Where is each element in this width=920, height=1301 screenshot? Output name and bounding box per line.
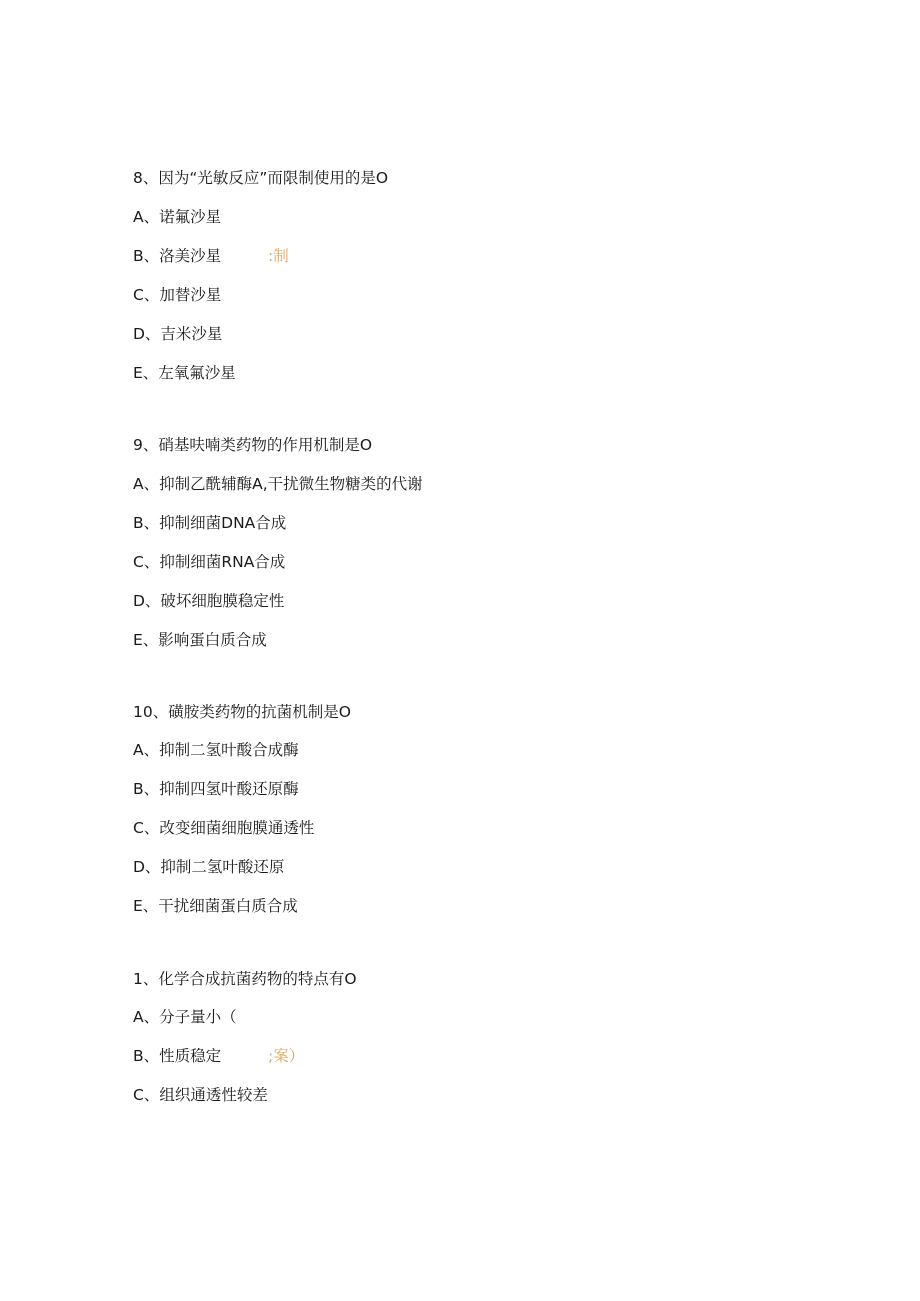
question-8-option-e: E、左氧氟沙星 bbox=[133, 364, 236, 382]
question-9-option-c: C、抑制细菌RNA合成 bbox=[133, 553, 286, 571]
question-8-option-a: A、诺氟沙星 bbox=[133, 208, 222, 226]
question-10-option-c: C、改变细菌细胞膜通透性 bbox=[133, 819, 315, 837]
question-8-option-c: C、加替沙星 bbox=[133, 286, 222, 304]
question-10-option-b: B、抑制四氢叶酸还原酶 bbox=[133, 780, 299, 798]
multi-question-1-option-c: C、组织通透性较差 bbox=[133, 1086, 268, 1104]
question-10-stem: 10、磺胺类药物的抗菌机制是O bbox=[133, 703, 351, 721]
question-9-option-a: A、抑制乙酰辅酶A,干扰微生物糖类的代谢 bbox=[133, 475, 423, 493]
multi-question-1-stem: 1、化学合成抗菌药物的特点有O bbox=[133, 970, 357, 988]
question-8-stem: 8、因为“光敏反应”而限制使用的是O bbox=[133, 169, 389, 187]
watermark-fragment: :制 bbox=[268, 247, 289, 265]
question-8-option-b: B、洛美沙星 bbox=[133, 247, 222, 265]
question-10-option-e: E、干扰细菌蛋白质合成 bbox=[133, 897, 298, 915]
watermark-fragment: ;案） bbox=[268, 1047, 305, 1065]
question-10-option-a: A、抑制二氢叶酸合成酶 bbox=[133, 741, 299, 759]
multi-question-1-option-b: B、性质稳定 bbox=[133, 1047, 222, 1065]
question-9-option-e: E、影响蛋白质合成 bbox=[133, 631, 267, 649]
question-8-option-d: D、吉米沙星 bbox=[133, 325, 223, 343]
question-9-option-d: D、破坏细胞膜稳定性 bbox=[133, 592, 285, 610]
question-9-option-b: B、抑制细菌DNA合成 bbox=[133, 514, 287, 532]
multi-question-1-option-a: A、分子量小（ bbox=[133, 1008, 237, 1026]
question-9-stem: 9、硝基呋喃类药物的作用机制是O bbox=[133, 436, 373, 454]
question-10-option-d: D、抑制二氢叶酸还原 bbox=[133, 858, 285, 876]
